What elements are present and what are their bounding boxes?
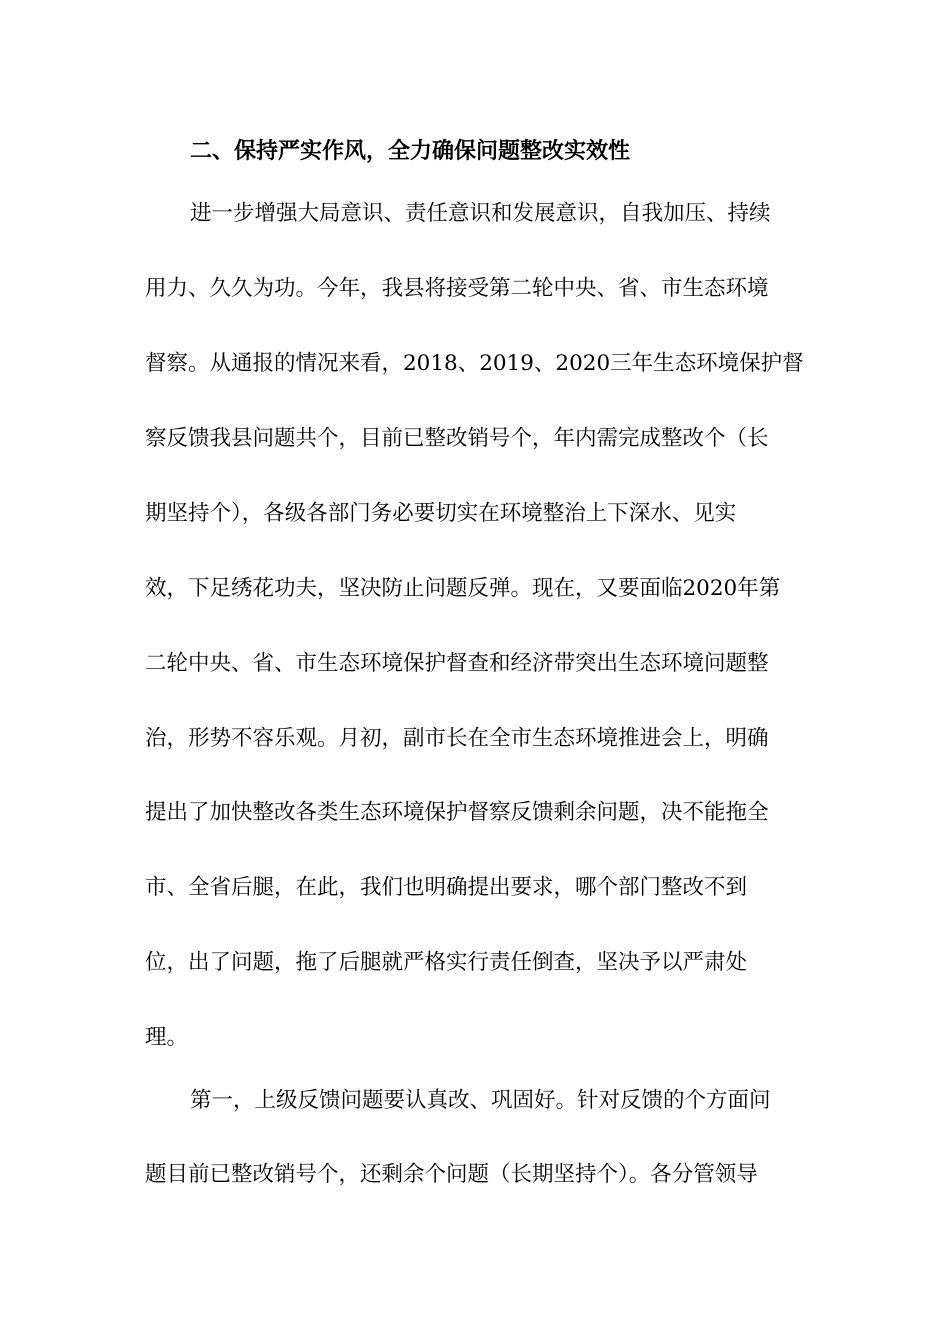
paragraph-line: 效，下足绣花功夫，坚决防止问题反弹。现在，又要面临2020年第 <box>145 576 781 601</box>
paragraph-line: 提出了加快整改各类生态环境保护督察反馈剩余问题，决不能拖全 <box>145 800 769 825</box>
paragraph-line: 进一步增强大局意识、责任意识和发展意识，自我加压、持续 <box>190 201 771 226</box>
paragraph-line: 二轮中央、省、市生态环境保护督查和经济带突出生态环境问题整 <box>145 651 769 676</box>
section-heading: 二、保持严实作风，全力确保问题整改实效性 <box>190 139 631 164</box>
paragraph-line: 期坚持个），各级各部门务必要切实在环境整治上下深水、见实 <box>145 501 737 526</box>
paragraph-line: 题目前已整改销号个，还剩余个问题（长期坚持个）。各分管领导 <box>145 1162 758 1187</box>
paragraph-line: 察反馈我县问题共个，目前已整改销号个，年内需完成整改个（长 <box>145 426 769 451</box>
paragraph-line: 理。 <box>145 1025 189 1050</box>
paragraph-line: 督察。从通报的情况来看，2018、2019、2020三年生态环境保护督 <box>145 351 804 376</box>
paragraph-line: 位，出了问题，拖了后腿就严格实行责任倒查，坚决予以严肃处 <box>145 950 748 975</box>
paragraph-line: 治，形势不容乐观。月初，副市长在全市生态环境推进会上，明确 <box>145 726 769 751</box>
paragraph-line: 市、全省后腿，在此，我们也明确提出要求，哪个部门整改不到 <box>145 875 748 900</box>
paragraph-line: 用力、久久为功。今年，我县将接受第二轮中央、省、市生态环境 <box>145 276 769 301</box>
paragraph-line: 第一，上级反馈问题要认真改、巩固好。针对反馈的个方面问 <box>190 1088 771 1113</box>
